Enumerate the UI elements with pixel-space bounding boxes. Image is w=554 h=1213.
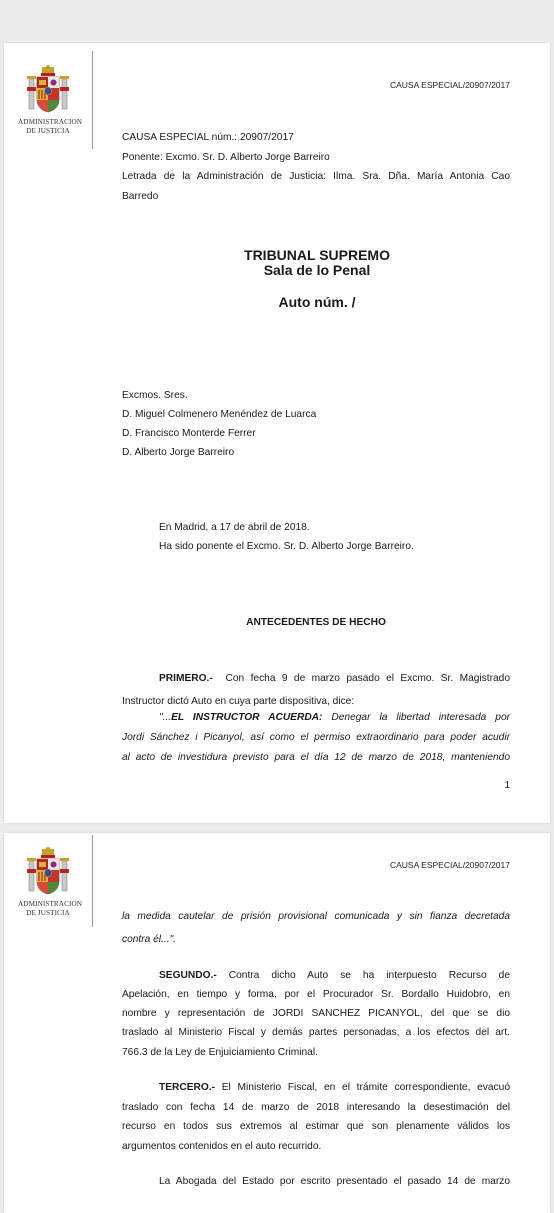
- primero-line1: [159, 669, 510, 688]
- header-case-reference: CAUSA ESPECIAL/20907/2017: [389, 860, 510, 870]
- abogada-line1: La Abogada del Estado por escrito presentado el pasado 14 de marzo: [159, 1176, 510, 1187]
- coat-of-arms-logo: [18, 65, 83, 135]
- magistrate-3: D. Alberto Jorge Barreiro: [122, 447, 235, 458]
- tercero-line4: argumentos contenidos en el auto recurrido.: [122, 1141, 322, 1152]
- magistrates-heading: Excmos. Sres.: [122, 390, 188, 401]
- header-case-reference: CAUSA ESPECIAL/20907/2017: [389, 80, 510, 90]
- ponente-statement: Ha sido ponente el Excmo. Sr. D. Alberto Jorge Barreiro.: [159, 541, 414, 552]
- coat-of-arms-icon: [26, 65, 70, 117]
- logo-caption-line1: ADMINISTRACION: [18, 118, 83, 126]
- document-page-2: [4, 833, 550, 1213]
- segundo-label: SEGUNDO.-: [159, 970, 217, 981]
- logo-caption-line2: DE JUSTICIA: [26, 909, 70, 917]
- quote-line1: [159, 708, 510, 727]
- court-name: TRIBUNAL SUPREMO: [244, 247, 390, 263]
- coat-of-arms-icon: [26, 847, 70, 899]
- court-chamber: Sala de lo Penal: [263, 262, 371, 278]
- quote-cont-line2: contra él...".: [122, 934, 177, 945]
- primero-text1: Con fecha 9 de marzo pasado el Excmo. Sr. Magistrado: [225, 673, 510, 684]
- tercero-line3: recurso en todos sus extremos al estimar que son plenamente válidos los: [122, 1121, 510, 1132]
- primero-line2: Instructor dictó Auto en cuya parte dispositiva, dice:: [122, 696, 355, 707]
- page-number: 1: [504, 780, 510, 791]
- letrada-line2: Barredo: [122, 191, 159, 202]
- tercero-label: TERCERO.-: [159, 1082, 216, 1093]
- segundo-text1: Contra dicho Auto se ha interpuesto Recurso de: [216, 970, 510, 981]
- segundo-line1: [159, 966, 510, 985]
- quote-bold: EL INSTRUCTOR ACUERDA:: [171, 712, 323, 723]
- segundo-line5: 766.3 de la Ley de Enjuiciamiento Criminal.: [122, 1047, 318, 1058]
- quote-line1-rest: Denegar la libertad interesada por: [322, 712, 511, 723]
- date-line: En Madrid, a 17 de abril de 2018.: [159, 522, 310, 533]
- segundo-line3: nombre y representación de JORDI SANCHEZ PICANYOL, del que se dio: [122, 1008, 510, 1019]
- quote-line2: Jordi Sánchez i Picanyol, así como el permiso extraordinario para poder acudir: [122, 732, 510, 743]
- tercero-line2: traslado con fecha 14 de marzo de 2018 interesando la desestimación del: [122, 1102, 510, 1113]
- segundo-line2: Apelación, en tiempo y forma, por el Procurador Sr. Bordallo Huidobro, en: [122, 989, 510, 1000]
- quote-prefix: "...: [159, 712, 172, 723]
- logo-caption-line1: ADMINISTRACION: [18, 900, 83, 908]
- header-divider: [92, 51, 93, 149]
- tercero-line1: [159, 1078, 510, 1097]
- ponente-line: Ponente: Excmo. Sr. D. Alberto Jorge Barreiro: [122, 152, 330, 163]
- case-number: CAUSA ESPECIAL núm.: 20907/2017: [122, 132, 294, 143]
- quote-line3: al acto de investidura previsto para el día 12 de marzo de 2018, manteniendo: [122, 752, 510, 763]
- header-divider: [92, 835, 93, 927]
- document-page-1: [4, 43, 550, 823]
- primero-label: PRIMERO.-: [159, 673, 213, 684]
- magistrate-1: D. Miguel Colmenero Menéndez de Luarca: [122, 409, 317, 420]
- section-title: ANTECEDENTES DE HECHO: [246, 617, 386, 628]
- letrada-line1: Letrada de la Administración de Justicia: Ilma. Sra. Dña. María Antonia Cao: [122, 171, 510, 182]
- quote-cont-line1: la medida cautelar de prisión provisional comunicada y sin fianza decretada: [122, 911, 510, 922]
- coat-of-arms-logo: [18, 847, 83, 917]
- auto-number: Auto núm. /: [278, 294, 356, 310]
- segundo-line4: traslado al Ministerio Fiscal y demás partes personadas, a los efectos del art.: [122, 1027, 510, 1038]
- magistrate-2: D. Francisco Monterde Ferrer: [122, 428, 256, 439]
- logo-caption-line2: DE JUSTICIA: [26, 127, 70, 135]
- tercero-text1: El Ministerio Fiscal, en el trámite correspondiente, evacuó: [215, 1082, 510, 1093]
